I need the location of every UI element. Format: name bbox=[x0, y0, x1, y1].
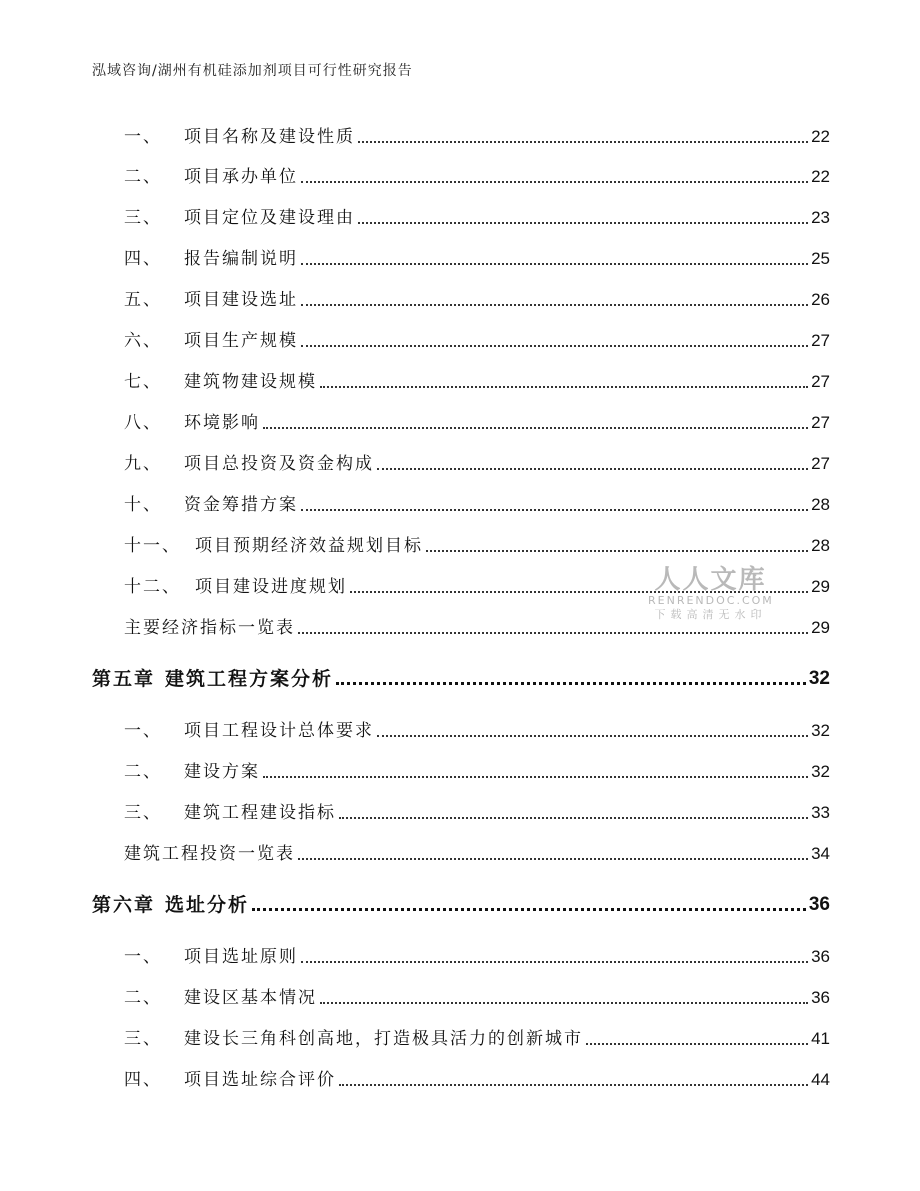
toc-entry-page: 28 bbox=[811, 536, 830, 555]
toc-entry-title: 建筑工程建设指标 bbox=[184, 803, 336, 823]
toc-entry-number: 六、 bbox=[124, 331, 162, 351]
toc-entry-number: 四、 bbox=[124, 249, 162, 269]
toc-leader-dots bbox=[252, 907, 806, 911]
toc-entry-page: 22 bbox=[811, 167, 830, 186]
toc-entry-title: 建设长三角科创高地，打造极具活力的创新城市 bbox=[184, 1029, 583, 1049]
toc-entry-page: 27 bbox=[811, 413, 830, 432]
toc-entry-title: 环境影响 bbox=[184, 413, 260, 433]
toc-entry-page: 32 bbox=[811, 762, 830, 781]
toc-entry-page: 33 bbox=[811, 803, 830, 822]
toc-leader-dots bbox=[358, 221, 808, 224]
toc-entry-page: 44 bbox=[811, 1070, 830, 1089]
toc-entry-number: 五、 bbox=[124, 290, 162, 310]
toc-entry[interactable] bbox=[124, 981, 830, 1009]
toc-entry[interactable] bbox=[124, 406, 830, 434]
toc-entry-number: 一、 bbox=[124, 721, 162, 741]
toc-entry[interactable] bbox=[124, 324, 830, 352]
toc-entry-page: 28 bbox=[811, 495, 830, 514]
toc-entry-page: 36 bbox=[811, 988, 830, 1007]
toc-entry-number: 二、 bbox=[124, 167, 162, 187]
toc-entry-title: 资金筹措方案 bbox=[184, 495, 298, 515]
watermark bbox=[648, 566, 773, 622]
toc-entry-number: 一、 bbox=[124, 127, 162, 147]
toc-entry-title: 项目总投资及资金构成 bbox=[184, 454, 374, 474]
toc-entry-page: 26 bbox=[811, 290, 830, 309]
toc-entry-page: 41 bbox=[811, 1029, 830, 1048]
toc-entry-number: 九、 bbox=[124, 454, 162, 474]
toc-leader-dots bbox=[426, 549, 808, 552]
toc-leader-dots bbox=[377, 467, 808, 470]
toc-entry-title: 项目选址综合评价 bbox=[184, 1070, 336, 1090]
toc-leader-dots bbox=[301, 303, 808, 306]
toc-chapter[interactable] bbox=[92, 662, 830, 690]
toc-entry-title: 项目名称及建设性质 bbox=[184, 127, 355, 147]
toc-entry-number: 八、 bbox=[124, 413, 162, 433]
toc-entry-page: 27 bbox=[811, 331, 830, 350]
toc-entry[interactable] bbox=[124, 1063, 830, 1091]
toc-leader-dots bbox=[320, 1001, 808, 1004]
toc-leader-dots bbox=[263, 426, 808, 429]
toc-entry-page: 32 bbox=[811, 721, 830, 740]
toc-entry[interactable] bbox=[124, 714, 830, 742]
toc-entry-number: 十一、 bbox=[124, 536, 181, 556]
toc-entry-number: 四、 bbox=[124, 1070, 162, 1090]
toc-entry[interactable] bbox=[124, 837, 830, 865]
toc-entry[interactable] bbox=[124, 447, 830, 475]
toc-entry[interactable] bbox=[124, 1022, 830, 1050]
toc-chapter-number: 第六章 bbox=[92, 894, 156, 916]
toc-entry-page: 29 bbox=[811, 577, 830, 596]
toc-entry-page: 29 bbox=[811, 618, 830, 637]
toc-leader-dots bbox=[358, 140, 808, 143]
toc-leader-dots bbox=[336, 681, 806, 685]
toc-entry-title: 主要经济指标一览表 bbox=[124, 618, 295, 638]
toc-entry-title: 项目生产规模 bbox=[184, 331, 298, 351]
toc-entry-number: 十二、 bbox=[124, 577, 181, 597]
toc-leader-dots bbox=[263, 775, 808, 778]
toc-entry-page: 27 bbox=[811, 454, 830, 473]
toc-entry-title: 项目承办单位 bbox=[184, 167, 298, 187]
toc-entry[interactable] bbox=[124, 120, 830, 148]
toc-chapter-page: 32 bbox=[808, 668, 830, 689]
page-header: 泓域咨询/湖州有机硅添加剂项目可行性研究报告 bbox=[92, 63, 413, 79]
toc-entry-page: 23 bbox=[811, 208, 830, 227]
toc-entry-title: 项目选址原则 bbox=[184, 947, 298, 967]
toc-entry[interactable] bbox=[124, 283, 830, 311]
toc-leader-dots bbox=[377, 734, 808, 737]
toc-leader-dots bbox=[339, 1083, 808, 1086]
toc-entry-number: 三、 bbox=[124, 1029, 162, 1049]
toc-entry[interactable] bbox=[124, 365, 830, 393]
watermark-site: RENRENDOC.COM bbox=[648, 594, 774, 607]
toc-leader-dots bbox=[298, 631, 808, 634]
toc-leader-dots bbox=[301, 508, 808, 511]
toc-entry-number: 七、 bbox=[124, 372, 162, 392]
toc-entry[interactable] bbox=[124, 529, 830, 557]
watermark-slogan: 下载高清无水印 bbox=[654, 608, 767, 621]
toc-entry-number: 一、 bbox=[124, 947, 162, 967]
toc-leader-dots bbox=[586, 1042, 808, 1045]
toc-entry-title: 建筑工程投资一览表 bbox=[124, 844, 295, 864]
toc-entry-page: 27 bbox=[811, 372, 830, 391]
toc-entry-number: 三、 bbox=[124, 208, 162, 228]
toc-entry[interactable] bbox=[124, 242, 830, 270]
toc-entry-title: 项目工程设计总体要求 bbox=[184, 721, 374, 741]
toc-entry-title: 报告编制说明 bbox=[184, 249, 298, 269]
toc-entry-page: 22 bbox=[811, 127, 830, 146]
toc-entry-title: 项目建设进度规划 bbox=[195, 577, 347, 597]
toc-entry[interactable] bbox=[124, 160, 830, 188]
toc-chapter[interactable] bbox=[92, 888, 830, 916]
toc-chapter-title: 建筑工程方案分析 bbox=[165, 668, 334, 690]
toc-chapter-number: 第五章 bbox=[92, 668, 156, 690]
toc-entry-number: 十、 bbox=[124, 495, 162, 515]
toc-entry-number: 三、 bbox=[124, 803, 162, 823]
toc-leader-dots bbox=[301, 960, 808, 963]
toc-entry[interactable] bbox=[124, 488, 830, 516]
toc-entry-page: 25 bbox=[811, 249, 830, 268]
toc-entry-title: 建设方案 bbox=[184, 762, 260, 782]
toc-entry-title: 建筑物建设规模 bbox=[184, 372, 317, 392]
toc-entry[interactable] bbox=[124, 796, 830, 824]
watermark-name: 人人文库 bbox=[654, 565, 767, 595]
toc-leader-dots bbox=[301, 262, 808, 265]
toc-entry-title: 建设区基本情况 bbox=[184, 988, 317, 1008]
toc-entry-title: 项目定位及建设理由 bbox=[184, 208, 355, 228]
toc-entry-page: 34 bbox=[811, 844, 830, 863]
toc-leader-dots bbox=[301, 180, 808, 183]
toc-leader-dots bbox=[298, 857, 808, 860]
toc-chapter-title: 选址分析 bbox=[165, 894, 250, 916]
toc-entry[interactable] bbox=[124, 755, 830, 783]
toc-entry-title: 项目建设选址 bbox=[184, 290, 298, 310]
toc-entry[interactable] bbox=[124, 940, 830, 968]
toc-entry-title: 项目预期经济效益规划目标 bbox=[195, 536, 423, 556]
toc-leader-dots bbox=[320, 385, 808, 388]
toc-entry-number: 二、 bbox=[124, 762, 162, 782]
toc-chapter-page: 36 bbox=[808, 894, 830, 915]
toc-leader-dots bbox=[301, 344, 808, 347]
toc-entry-number: 二、 bbox=[124, 988, 162, 1008]
toc-entry-page: 36 bbox=[811, 947, 830, 966]
toc-entry[interactable] bbox=[124, 201, 830, 229]
toc-leader-dots bbox=[339, 816, 808, 819]
